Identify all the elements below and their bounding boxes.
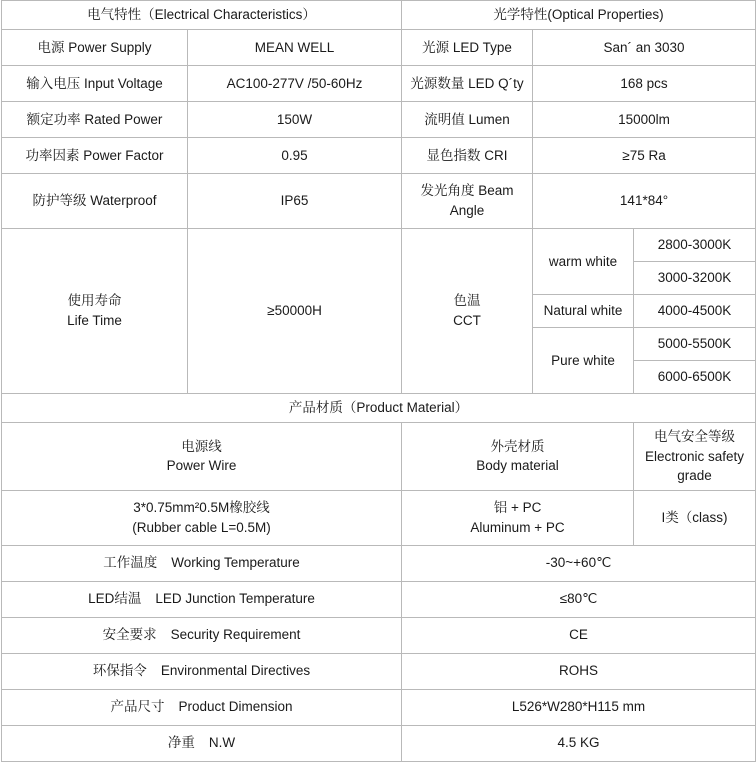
body-material-header-cn: 外壳材质	[490, 438, 545, 454]
environmental-directives-label-en: Environmental Directives	[160, 663, 311, 679]
beam-angle-value: 141*84°	[533, 174, 756, 229]
table-row	[2, 138, 756, 174]
power-wire-value	[2, 490, 402, 545]
waterproof-label: 防护等级 Waterproof	[2, 174, 188, 229]
security-requirement-label-cn: 安全要求	[102, 627, 157, 643]
life-time-label	[2, 229, 188, 394]
cri-label: 显色指数 CRI	[402, 138, 533, 174]
cct-range: 3000-3200K	[634, 262, 756, 295]
net-weight-label	[2, 725, 402, 761]
junction-temperature-label	[2, 581, 402, 617]
product-dimension-label-cn: 产品尺寸	[110, 699, 165, 715]
junction-temperature-value: ≤80℃	[402, 581, 756, 617]
table-row	[2, 66, 756, 102]
electrical-characteristics-header: 电气特性（Electrical Characteristics）	[2, 1, 402, 30]
environmental-directives-label	[2, 653, 402, 689]
safety-grade-header-en: Electronic safety grade	[645, 448, 745, 484]
body-material-value-en: Aluminum + PC	[470, 519, 565, 535]
cri-value: ≥75 Ra	[533, 138, 756, 174]
working-temperature-label	[2, 545, 402, 581]
table-row	[2, 581, 756, 617]
input-voltage-label: 输入电压 Input Voltage	[2, 66, 188, 102]
led-type-label: 光源 LED Type	[402, 30, 533, 66]
product-specification-table	[1, 0, 756, 762]
table-row	[2, 653, 756, 689]
beam-angle-label-en: Angle	[449, 203, 485, 218]
rated-power-label: 额定功率 Rated Power	[2, 102, 188, 138]
cct-group-pure-white: Pure white	[533, 328, 634, 394]
cct-range: 2800-3000K	[634, 229, 756, 262]
table-section-header-row	[2, 394, 756, 423]
rated-power-value: 150W	[188, 102, 402, 138]
life-time-label-en: Life Time	[67, 313, 122, 328]
environmental-directives-label-cn: 环保指令	[92, 663, 147, 679]
table-row	[2, 490, 756, 545]
body-material-value	[402, 490, 634, 545]
cct-group-warm-white: warm white	[533, 229, 634, 295]
safety-grade-header-cn: 电气安全等级	[654, 429, 736, 444]
optical-properties-header: 光学特性(Optical Properties)	[402, 1, 756, 30]
power-factor-value: 0.95	[188, 138, 402, 174]
cct-range: 6000-6500K	[634, 361, 756, 394]
led-qty-label: 光源数量 LED Q´ty	[402, 66, 533, 102]
power-wire-header-en: Power Wire	[166, 458, 237, 474]
lumen-label: 流明值 Lumen	[402, 102, 533, 138]
table-section-header-row	[2, 1, 756, 30]
power-wire-header-cn: 电源线	[181, 438, 222, 454]
working-temperature-label-cn: 工作温度	[103, 555, 158, 571]
working-temperature-value: -30~+60℃	[402, 545, 756, 581]
power-wire-header	[2, 423, 402, 491]
power-supply-value: MEAN WELL	[188, 30, 402, 66]
net-weight-label-en: N.W	[208, 735, 236, 751]
net-weight-label-cn: 净重	[167, 735, 195, 751]
cct-group-natural-white: Natural white	[533, 295, 634, 328]
life-time-value: ≥50000H	[188, 229, 402, 394]
cct-label-en: CCT	[453, 313, 481, 328]
table-row	[2, 617, 756, 653]
table-row	[2, 725, 756, 761]
table-row	[2, 423, 756, 491]
table-row	[2, 174, 756, 229]
cct-label-cn: 色温	[453, 293, 481, 309]
safety-grade-value-text: I类（class)	[661, 509, 728, 525]
junction-temperature-label-cn: LED结温	[88, 591, 142, 607]
input-voltage-value: AC100-277V /50-60Hz	[188, 66, 402, 102]
safety-grade-value	[634, 490, 756, 545]
led-qty-value: 168 pcs	[533, 66, 756, 102]
table-row	[2, 30, 756, 66]
environmental-directives-value: ROHS	[402, 653, 756, 689]
product-dimension-label	[2, 689, 402, 725]
power-factor-label: 功率因素 Power Factor	[2, 138, 188, 174]
working-temperature-label-en: Working Temperature	[171, 555, 300, 571]
table-row	[2, 545, 756, 581]
power-wire-value-cn: 3*0.75mm²0.5M橡胶线	[133, 500, 270, 516]
lumen-value: 15000lm	[533, 102, 756, 138]
security-requirement-value: CE	[402, 617, 756, 653]
cct-label	[402, 229, 533, 394]
cct-range: 5000-5500K	[634, 328, 756, 361]
power-supply-label: 电源 Power Supply	[2, 30, 188, 66]
product-material-header: 产品材质（Product Material）	[2, 394, 756, 423]
product-dimension-label-en: Product Dimension	[178, 699, 293, 715]
power-wire-value-en: (Rubber cable L=0.5M)	[132, 519, 271, 535]
safety-grade-header	[634, 423, 756, 491]
net-weight-value: 4.5 KG	[402, 725, 756, 761]
product-dimension-value: L526*W280*H115 mm	[402, 689, 756, 725]
led-type-value: San´ an 3030	[533, 30, 756, 66]
table-row	[2, 229, 756, 262]
junction-temperature-label-en: LED Junction Temperature	[155, 591, 315, 607]
cct-range: 4000-4500K	[634, 295, 756, 328]
life-time-label-cn: 使用寿命	[67, 293, 122, 309]
body-material-header-en: Body material	[476, 458, 559, 474]
beam-angle-label	[402, 174, 533, 229]
waterproof-value: IP65	[188, 174, 402, 229]
security-requirement-label	[2, 617, 402, 653]
table-row	[2, 689, 756, 725]
security-requirement-label-en: Security Requirement	[170, 627, 301, 643]
table-row	[2, 102, 756, 138]
body-material-value-cn: 铝 + PC	[493, 500, 542, 516]
beam-angle-label-cn: 发光角度 Beam	[420, 183, 514, 199]
body-material-header	[402, 423, 634, 491]
